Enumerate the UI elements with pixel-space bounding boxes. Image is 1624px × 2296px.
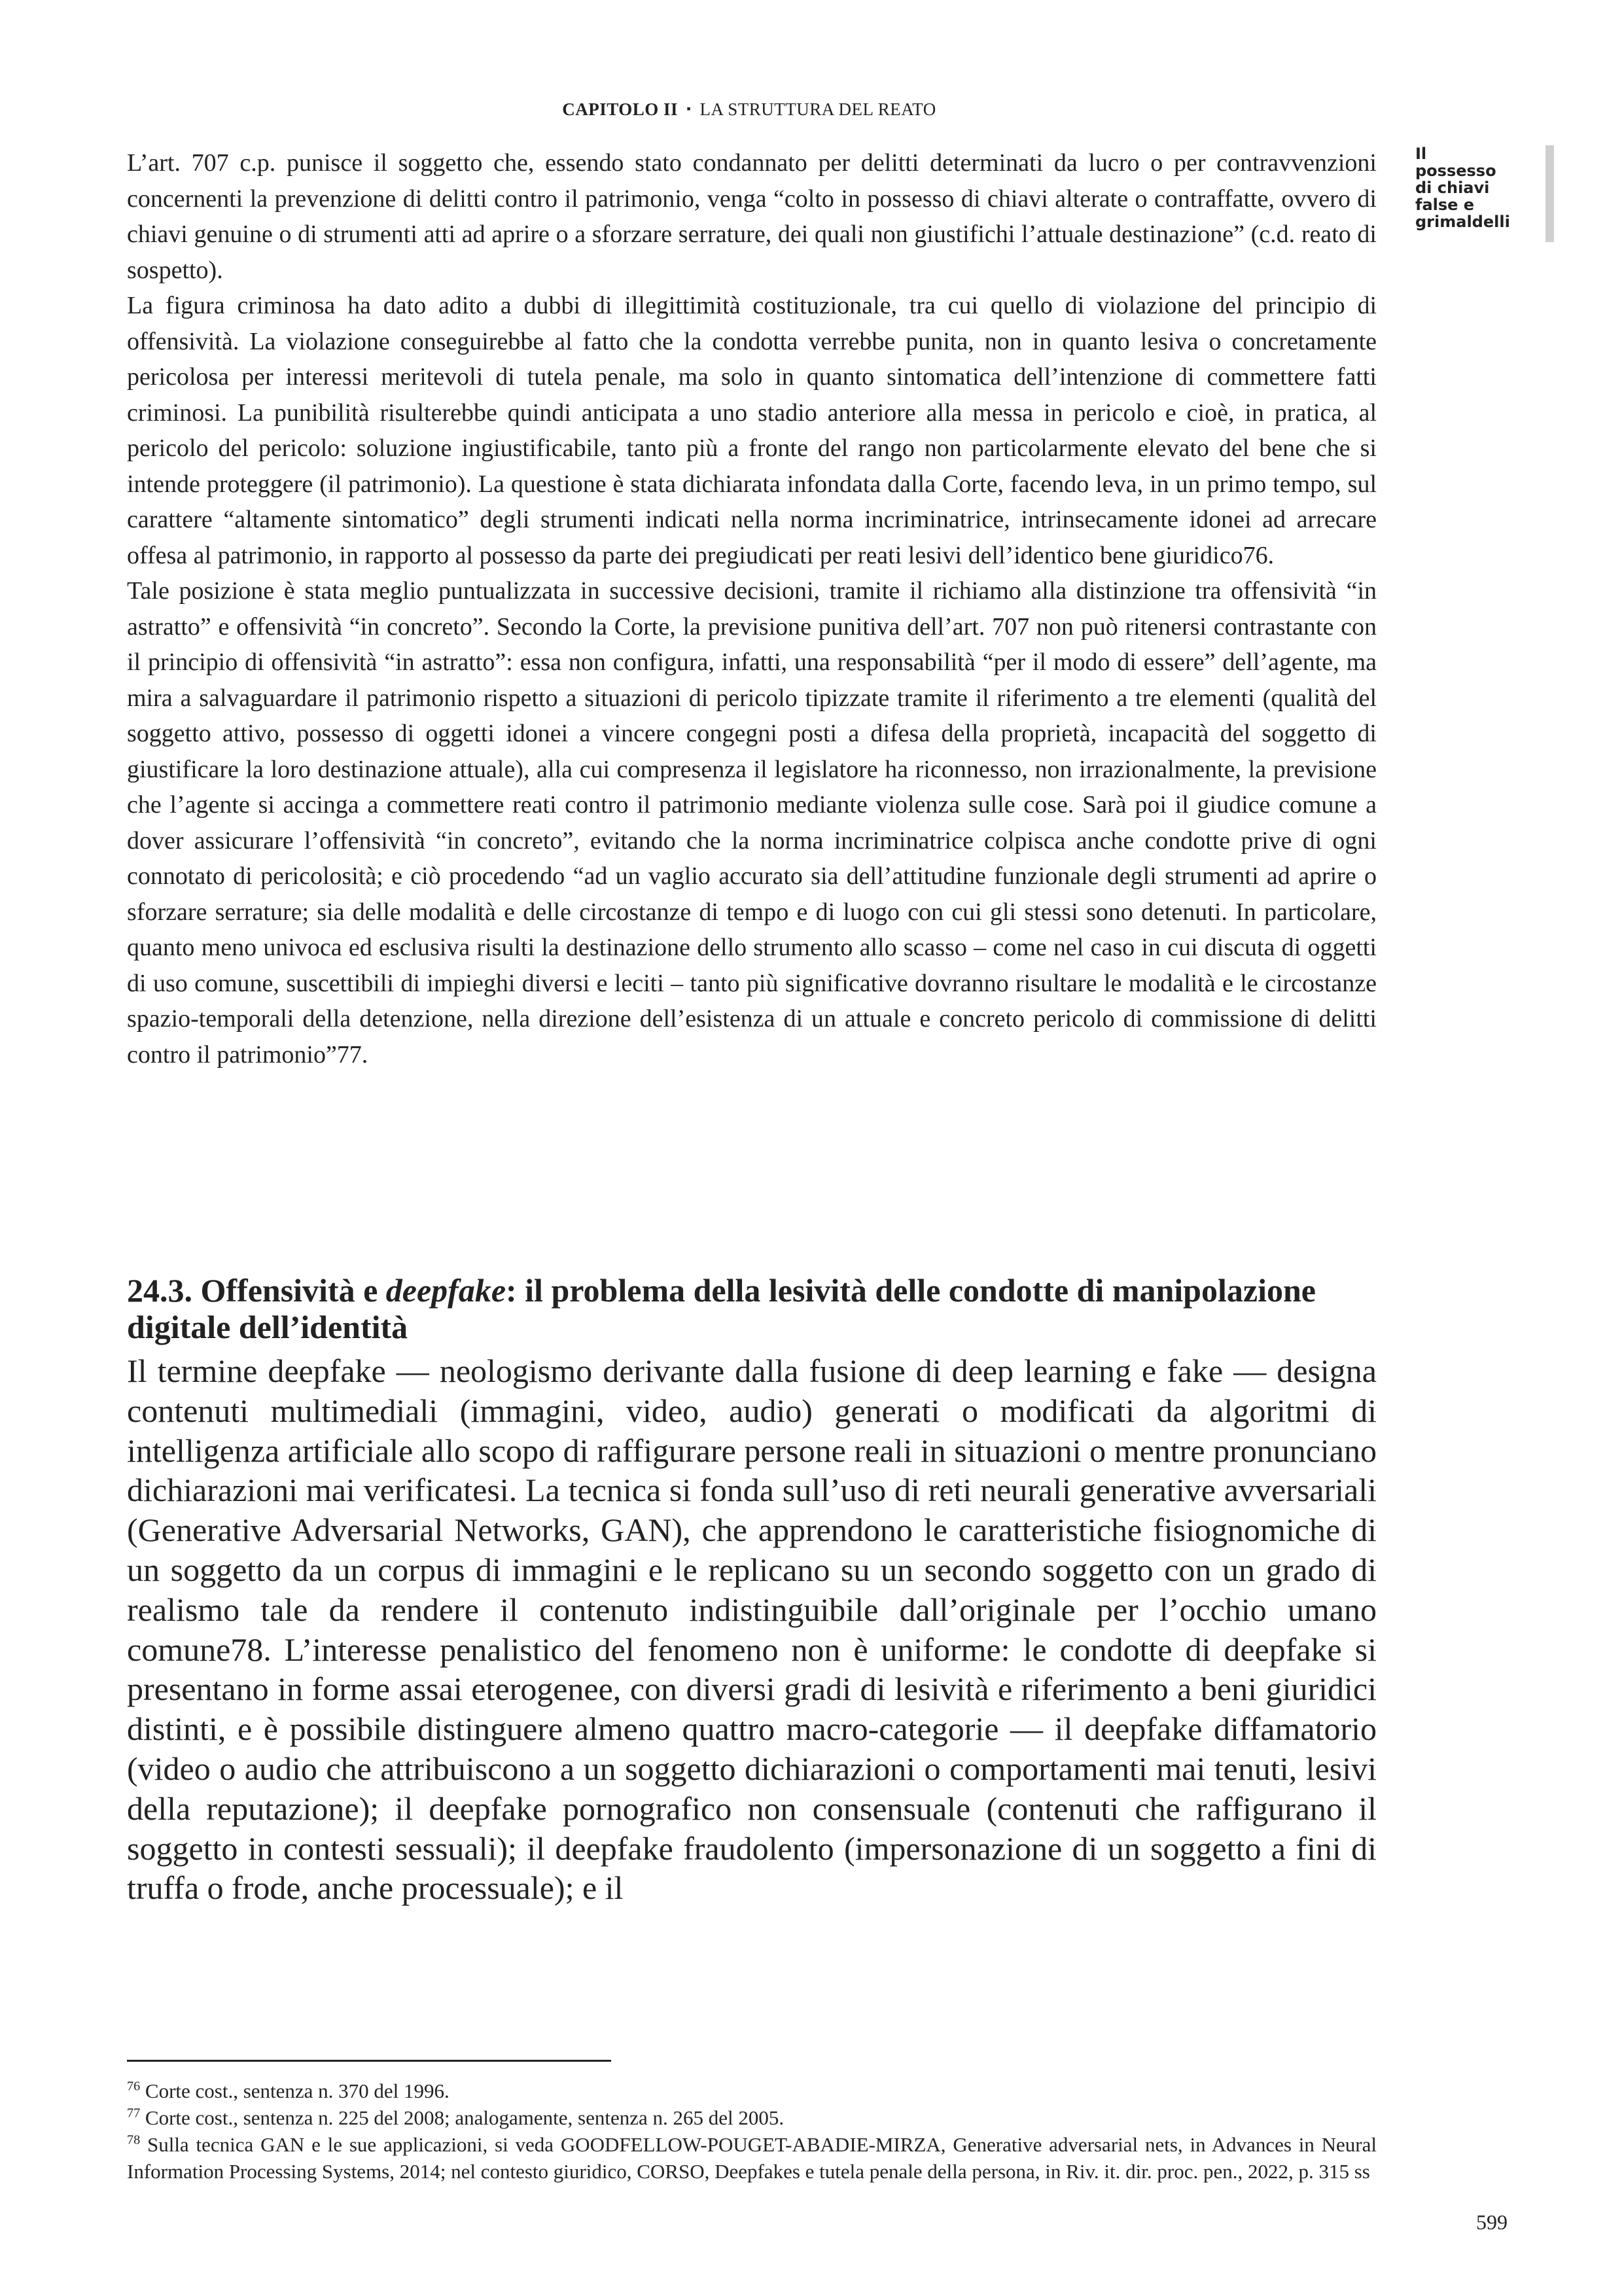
heading-number: 24.3. <box>127 1272 192 1309</box>
footnote-text: Corte cost., sentenza n. 225 del 2008; analogamente, sentenza n. 265 del 2005. <box>145 2106 785 2129</box>
chapter-subtitle: LA STRUTTURA DEL REATO <box>699 99 936 119</box>
page-number: 599 <box>1476 2210 1508 2234</box>
chapter-label: CAPITOLO II <box>562 99 679 119</box>
header-separator: ▪ <box>686 102 692 115</box>
running-header <box>0 99 1498 120</box>
heading-text-a: Offensività e <box>200 1272 378 1309</box>
footnote-number: 76 <box>127 2079 141 2094</box>
heading-term: deepfake <box>385 1272 506 1309</box>
footnote <box>127 2077 1377 2104</box>
margin-note: Il possesso di chiavi false e grimaldelli <box>1415 145 1510 231</box>
footnote <box>127 2131 1377 2185</box>
heading-text-c: : il problema della lesività delle condotte di manipolazione digitale dell’identità <box>127 1272 1316 1345</box>
footnote <box>127 2104 1377 2131</box>
footnote-number: 78 <box>127 2132 141 2147</box>
paragraph: L’art. 707 c.p. punisce il soggetto che, essendo stato condannato per delitti determinati da lucro o per contravvenzioni concernenti la prevenzione di delitti contro il patrimonio, venga “colto in possesso di chiavi alterate o contraffatte, ovvero di chiavi genuine o di strumenti atti ad aprire o a sforzare serrature, dei quali non giustifichi l’attuale destinazione” (c.d. reato di sospetto). <box>127 149 1377 284</box>
section-heading <box>127 1272 1377 1345</box>
footnotes <box>127 2077 1377 2185</box>
footnote-divider <box>127 2060 611 2062</box>
footnote-text: Sulla tecnica GAN e le sue applicazioni, si veda GOODFELLOW-POUGET-ABADIE-MIRZA, Generative adversarial nets, in Advances in Neural Information Processing Systems, 2014; nel contesto giuridico, CORSO, Deepfakes e tutela penale della persona, in Riv. it. dir. proc. pen., 2022, p. 315 ss <box>127 2133 1377 2183</box>
paragraph: La figura criminosa ha dato adito a dubbi di illegittimità costituzionale, tra cui quello di violazione del principio di offensività. La violazione conseguirebbe al fatto che la condotta verrebbe punita, non in quanto lesiva o concretamente pericolosa per interessi meritevoli di tutela penale, ma solo in quanto sintomatica dell’intenzione di commettere fatti criminosi. La punibilità risulterebbe quindi anticipata a uno stadio anteriore alla messa in pericolo e cioè, in pratica, al pericolo del pericolo: soluzione ingiustificabile, tanto più a fronte del rango non particolarmente elevato del bene che si intende proteggere (il patrimonio). La questione è stata dichiarata infondata dalla Corte, facendo leva, in un primo tempo, sul carattere “altamente sintomatico” degli strumenti indicati nella norma incriminatrice, intrinsecamente idonei ad arrecare offesa al patrimonio, in rapporto al possesso da parte dei pregiudicati per reati lesivi dell’identico bene giuridico76. <box>127 292 1377 569</box>
footnote-text: Corte cost., sentenza n. 370 del 1996. <box>145 2079 450 2102</box>
section-body <box>127 145 1377 1072</box>
footnote-number: 77 <box>127 2106 141 2121</box>
deepfake-paragraph: Il termine deepfake — neologismo derivante dalla fusione di deep learning e fake — designa contenuti multimediali (immagini, video, audio) generati o modificati da algoritmi di intelligenza artificiale allo scopo di raffigurare persone reali in situazioni o mentre pronunciano dichiarazioni mai verificatesi. La tecnica si fonda sull’uso di reti neurali generative avversariali (Generative Adversarial Networks, GAN), che apprendono le caratteristiche fisiognomiche di un soggetto da un corpus di immagini e le replicano su un secondo soggetto con un grado di realismo tale da rendere il contenuto indistinguibile dall’originale per l’occhio umano comune78. L’interesse penalistico del fenomeno non è uniforme: le condotte di deepfake si presentano in forme assai eterogenee, con diversi gradi di lesività e riferimento a beni giuridici distinti, e è possibile distinguere almeno quattro macro-categorie — il deepfake diffamatorio (video o audio che attribuiscono a un soggetto dichiarazioni o comportamenti mai tenuti, lesivi della reputazione); il deepfake pornografico non consensuale (contenuti che raffigurano il soggetto in contesti sessuali); il deepfake fraudolento (impersonazione di un soggetto a fini di truffa o frode, anche processuale); e il <box>127 1352 1377 1907</box>
margin-bar <box>1545 145 1554 242</box>
paragraph: Tale posizione è stata meglio puntualizzata in successive decisioni, tramite il richiamo alla distinzione tra offensività “in astratto” e offensività “in concreto”. Secondo la Corte, la previsione punitiva dell’art. 707 non può ritenersi contrastante con il principio di offensività “in astratto”: essa non configura, infatti, una responsabilità “per il modo di essere” dell’agente, ma mira a salvaguardare il patrimonio rispetto a situazioni di pericolo tipizzate tramite il riferimento a tre elementi (qualità del soggetto attivo, possesso di oggetti idonei a vincere congegni posti a difesa della proprietà, incapacità del soggetto di giustificare la loro destinazione attuale), alla cui compresenza il legislatore ha riconnesso, non irrazionalmente, la previsione che l’agente si accinga a commettere reati contro il patrimonio mediante violenza sulle cose. Sarà poi il giudice comune a dover assicurare l’offensività “in concreto”, evitando che la norma incriminatrice colpisca anche condotte prive di ogni connotato di pericolosità; e ciò procedendo “ad un vaglio accurato sia dell’attitudine funzionale degli strumenti ad aprire o sforzare serrature; sia delle modalità e delle circostanze di tempo e di luogo con cui gli stessi sono detenuti. In particolare, quanto meno univoca ed esclusiva risulti la destinazione dello strumento allo scasso – come nel caso in cui discuta di oggetti di uso comune, suscettibili di impieghi diversi e leciti – tanto più significative dovranno risultare le modalità e le circostanze spazio-temporali della detenzione, nella direzione dell’esistenza di un attuale e concreto pericolo di commissione di delitti contro il patrimonio”77. <box>127 577 1377 1069</box>
